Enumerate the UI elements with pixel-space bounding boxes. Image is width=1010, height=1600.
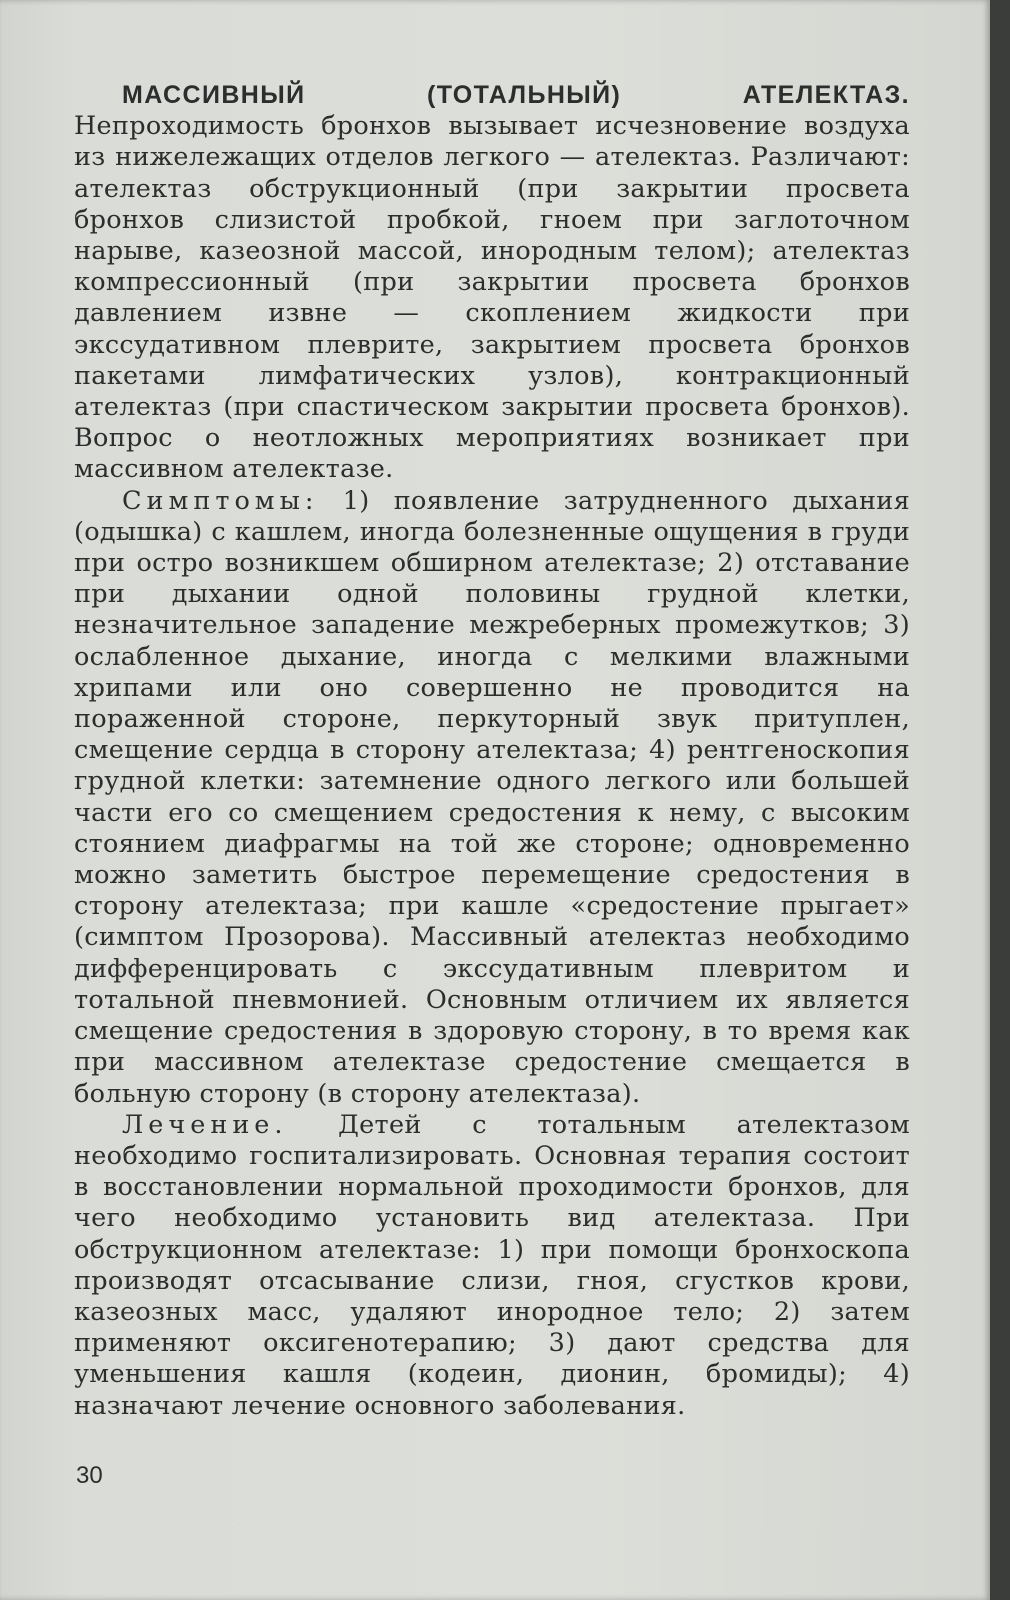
paragraph-atelectasis-definition [74, 80, 910, 486]
paragraph-symptoms [74, 486, 910, 1110]
paragraph-text: Детей с тотальным ателектазом необходимо госпитализировать. Основная терапия состоит в восстановлении нормальной проходимости бронхов, для чего необходимо установить вид ателектаза. При обструкционном ателектазе: 1) при помощи бронхоскопа производят отсасывание слизи, гноя, сгустков крови, казеозных масс, удаляют инородное тело; 2) затем применяют оксигенотерапию; 3) дают средства для уменьшения кашля (кодеин, дионин, бромиды); 4) назначают лечение основного заболевания. [74, 1109, 910, 1421]
body-text [74, 80, 910, 1422]
section-heading: МАССИВНЫЙ (ТОТАЛЬНЫЙ) АТЕЛЕКТАЗ. [122, 81, 910, 109]
paragraph-text: 1) появление затрудненного дыхания (одышка) с кашлем, иногда болезненные ощущения в груди при остро возникшем обширном ателектазе; 2) отставание при дыхании одной половины грудной клетки, незначительное западение межреберных промежутков; 3) ослабленное дыхание, иногда с мелкими влажными хрипами или оно совершенно не проводится на пораженной стороне, перкуторный звук притуплен, смещение сердца в сторону ателектаза; 4) рентгеноскопия грудной клетки: затемнение одного легкого или большей части его со смещением средостения к нему, с высоким стоянием диафрагмы на той же стороне; одновременно можно заметить быстрое перемещение средостения в сторону ателектаза; при кашле «средостение прыгает» (симптом Прозорова). Массивный ателектаз необходимо дифференцировать с экссудативным плевритом и тотальной пневмонией. Основным отличием их является смещение средостения в здоровую сторону, в то время как при массивном ателектазе средостение смещается в больную сторону (в сторону ателектаза). [74, 485, 910, 1109]
page-number: 30 [76, 1462, 103, 1489]
paragraph-treatment [74, 1110, 910, 1422]
paragraph-text: Непроходимость бронхов вызывает исчезновение воздуха из нижележащих отделов легкого — ателектаз. Различают: ателектаз обструкционный (при закрытии просвета бронхов слизистой пробкой, гноем при заглоточном нарыве, казеозной массой, инородным телом); ателектаз компрессионный (при закрытии просвета бронхов давлением извне — скоплением жидкости при экссудативном плеврите, закрытием просвета бронхов пакетами лимфатических узлов), контракционный ателектаз (при спастическом закрытии просвета бронхов). Вопрос о неотложных мероприятиях возникает при массивном ателектазе. [74, 111, 910, 485]
treatment-label: Лечение. [122, 1109, 288, 1140]
symptoms-label: Симптомы: [122, 485, 319, 516]
